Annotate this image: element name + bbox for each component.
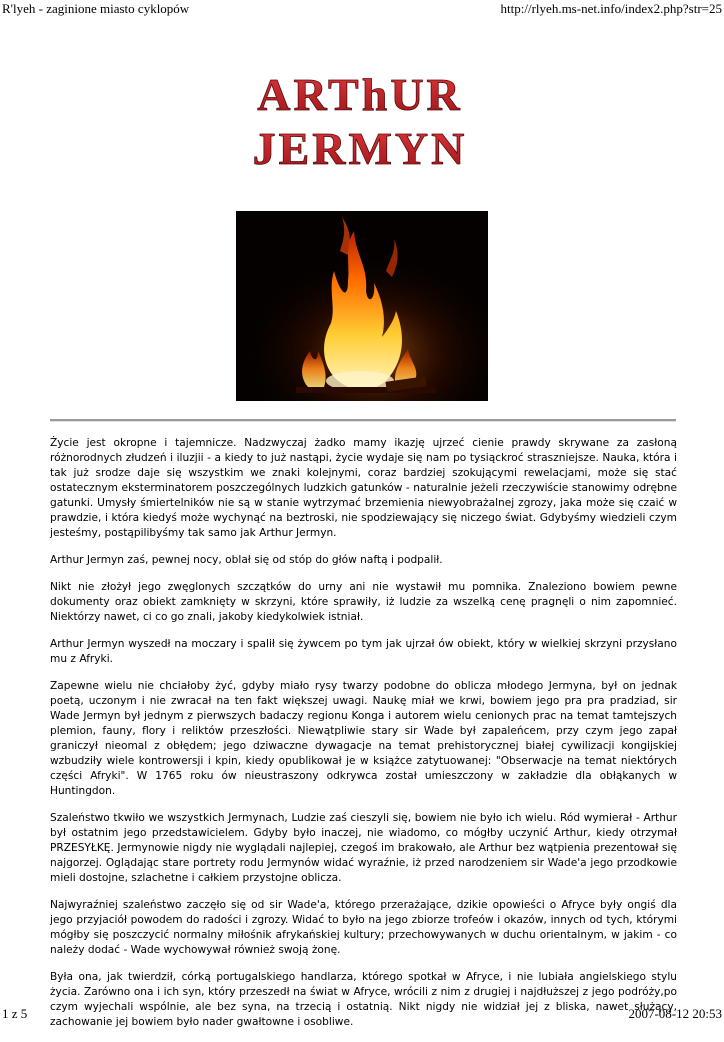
fire-image — [236, 211, 488, 401]
page-title: R'lyeh - zaginione miasto cyklopów — [2, 1, 190, 16]
paragraph: Życie jest okropne i tajemnicze. Nadzwyczaj żadko mamy ikazję ujrzeć cienie prawdy skrywane za zasłoną różnorodnych złudzeń i iluzjii - a kiedy to już nastąpi, życie wydaje się nam po tysiąckroć straszniejsze. Nauka, która i tak już srodze daje się wszystkim we znaki kolejnymi, coraz bardziej szokującymi rewelacjami, może się stać ostatecznym eksterminatorem poszczególnych ludzkich gatunków - naturalnie jeżeli rzeczywiście stanowimy odrębne gatunki. Umysły śmiertelników nie są w stanie wytrzymać brzemienia niewyobrażalnej zgrozy, jaka może się czaić w prawdzie, i która kiedyś może wychynąć na beztroski, nie spodziewający się niczego świat. Gdybyśmy wiedzieli czym jesteśmy, postąpilibyśmy tak samo jak Arthur Jermyn. — [50, 437, 677, 539]
paragraph: Najwyraźniej szaleństwo zaczęło się od sir Wade'a, którego przerażające, dzikie opowieści o Afryce były ongiś dla jego przyjaciół powodem do radości i zgrozy. Widać to było na jego zbiorze trofeów i okazów, innych od tych, którymi mógłby się poszczycić normalny miłośnik afrykańskiej kultury; przechowywanych w duchu orientalnym, w jakim - co należy dodać - Wade wychowywał również swoją żonę. — [50, 899, 677, 956]
divider — [50, 419, 676, 422]
page-number: 1 z 5 — [2, 1006, 28, 1021]
print-header — [0, 0, 724, 18]
paragraph: Arthur Jermyn zaś, pewnej nocy, oblał się od stóp do głów naftą i podpalił. — [50, 554, 443, 566]
title-line-1: ARThUR — [257, 69, 463, 120]
paragraph: Arthur Jermyn wyszedł na moczary i spalił się żywcem po tym jak ujrzał ów obiekt, który w wielkiej skrzyni przysłano mu z Afryki. — [50, 638, 677, 665]
story-title-logo — [222, 68, 498, 172]
paragraph: Była ona, jak twierdził, córką portugalskiego handlarza, którego spotkał w Afryce, i nie lubiała angielskiego stylu życia. Zarówno ona i ich syn, który przeszedł na świat w Afryce, wrócili z nim z drugiej i najdłuższej z jego podróży,po czym wyjechali wspólnie, ale bez syna, na trzecią i ostatnią. Nikt nigdy nie widział jej z bliska, nawet służący, zachowanie jej bowiem było nader gwałtowne i osobliwe. — [50, 971, 677, 1028]
print-timestamp: 2007-08-12 20:53 — [628, 1006, 722, 1021]
paragraph: Nikt nie złożył jego zwęglonych szczątków do urny ani nie wystawił mu pomnika. Znaleziono bowiem pewne dokumenty oraz obiekt zamknięty w skrzyni, które sprawiły, iż ludzie za wszelką cenę pragnęli o nim zapomnieć. Niektórzy nawet, ci co go znali, jakoby kiedykolwiek istniał. — [50, 581, 677, 623]
title-line-2: JERMYN — [252, 123, 468, 172]
print-footer — [0, 1006, 724, 1024]
paragraph: Szaleństwo tkwiło we wszystkich Jermynach, Ludzie zaś cieszyli się, bowiem nie było ich wielu. Ród wymierał - Arthur był ostatnim jego przedstawicielem. Gdyby było inaczej, nie wiadomo, co mógłby uczynić Arthur, kiedy otrzymał PRZESYŁKĘ. Jermynowie nigdy nie wyglądali najlepiej, czegoś im brakowało, ale Arthur bez wątpienia prezentował się najgorzej. Oglądając stare portrety rodu Jermynów widać wyraźnie, iż przed narodzeniem sir Wade'a jego przodkowie mieli dostojne, szlachetne i całkiem przystojne oblicza. — [50, 812, 677, 884]
page-url: http://rlyeh.ms-net.info/index2.php?str=25 — [500, 1, 722, 16]
paragraph: Zapewne wielu nie chciałoby żyć, gdyby miało rysy twarzy podobne do oblicza młodego Jermyna, był on jednak poetą, uczonym i nie zwracał na ten fakt większej uwagi. Naukę miał we krwi, bowiem jego pra pra pradziad, sir Wade Jermyn był jednym z pierwszych badaczy regionu Konga i autorem wielu cenionych prac na temat tamtejszych plemion, fauny, flory i reliktów przeszłości. Niewątpliwie stary sir Wade był zapaleńcem, przy czym jego zapał graniczył nieomal z obłędem; jego dziwaczne dywagacje na temat prehistorycznej białej cywilizacji kongijskiej wzbudziły wiele kontrowersji i kpin, kiedy opublikował je w książce zatytuowanej: "Obserwacje na temat niektórych części Afryki". W 1765 roku ów nieustraszony odkrywca został umieszczony w zakładzie dla obłąkanych w Huntingdon. — [50, 680, 677, 797]
article-body — [50, 436, 677, 1042]
